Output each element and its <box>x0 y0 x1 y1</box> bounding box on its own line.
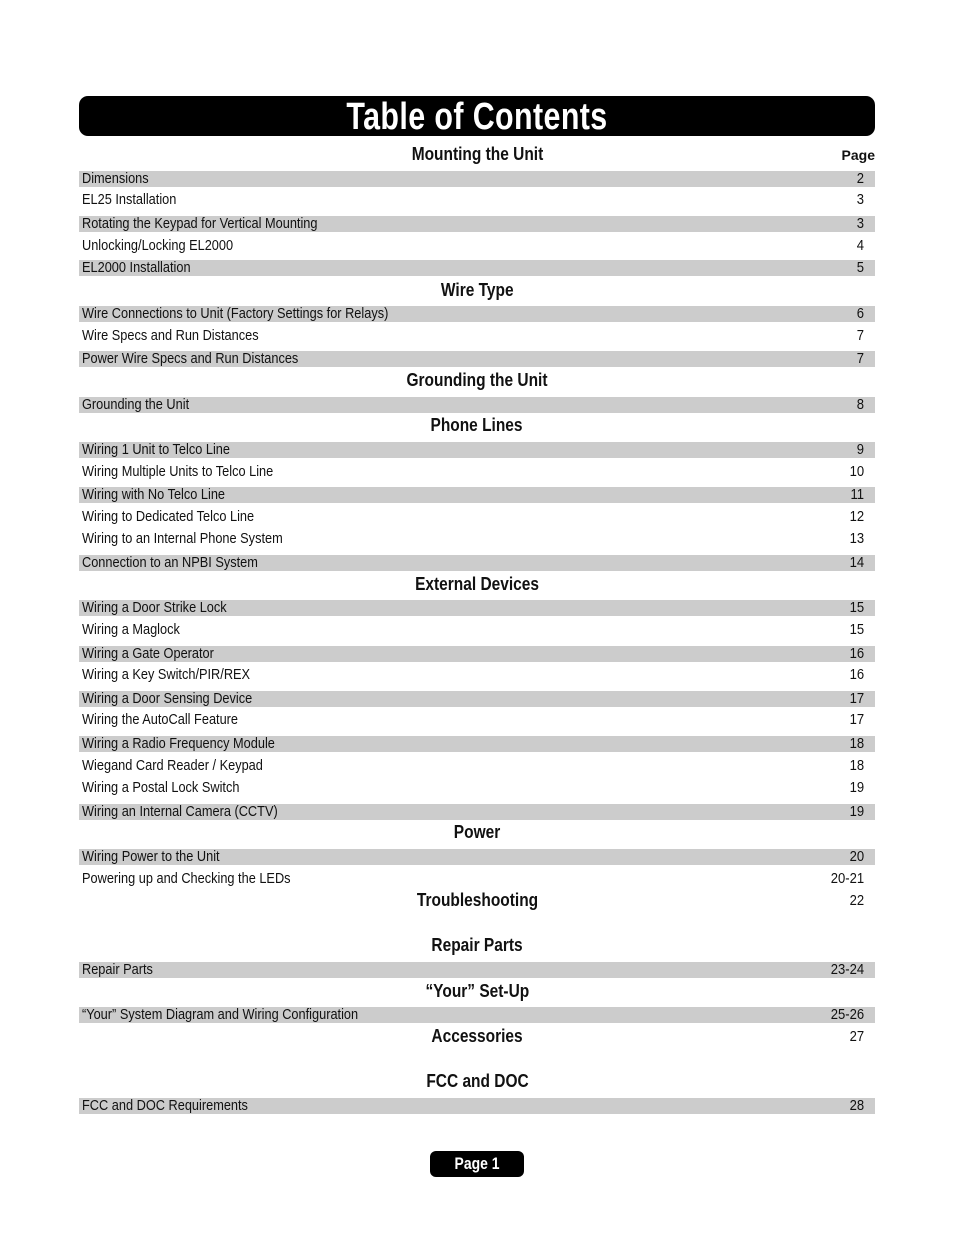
section-heading-phone-lines: Phone Lines <box>430 415 524 435</box>
section-heading-fcc: FCC and DOC <box>425 1071 529 1091</box>
toc-entry[interactable] <box>79 487 875 503</box>
toc-entry-label: Grounding the Unit <box>82 397 190 413</box>
toc-entry-label: “Your” System Diagram and Wiring Configuration <box>82 1007 359 1023</box>
toc-entry-page: 7 <box>856 328 864 344</box>
section-heading-mounting: Mounting the Unit <box>411 144 543 164</box>
toc-entry[interactable] <box>79 555 875 571</box>
toc-entry-label: FCC and DOC Requirements <box>82 1098 248 1114</box>
toc-entry-page: 14 <box>849 555 864 571</box>
toc-entry[interactable] <box>79 328 875 344</box>
toc-entry-page: 15 <box>849 622 864 638</box>
toc-entry-label: Wiring a Maglock <box>82 622 180 638</box>
toc-entry[interactable] <box>79 667 875 683</box>
toc-entry[interactable] <box>79 1098 875 1114</box>
toc-entry-label: Wiring a Gate Operator <box>82 646 214 662</box>
toc-entry-page: 23-24 <box>830 962 864 978</box>
toc-entry-page: 22 <box>849 893 864 909</box>
toc-entry-label: Powering up and Checking the LEDs <box>82 871 291 887</box>
section-heading-troubleshooting: Troubleshooting <box>416 890 538 910</box>
toc-entry-label: Dimensions <box>82 171 149 187</box>
toc-entry-label: Unlocking/Locking EL2000 <box>82 238 234 254</box>
toc-entry[interactable] <box>79 646 875 662</box>
toc-entry-page: 4 <box>856 238 864 254</box>
toc-entry-page: 17 <box>849 691 864 707</box>
toc-entry-page: 18 <box>849 758 864 774</box>
toc-entry-page: 12 <box>849 509 864 525</box>
toc-entry-label: Wiring to an Internal Phone System <box>82 531 283 547</box>
section-heading-external-devices: External Devices <box>415 574 539 594</box>
toc-entry-label: Wiring a Key Switch/PIR/REX <box>82 667 251 683</box>
toc-entry-page: 3 <box>856 192 864 208</box>
toc-entry-label: Wiring the AutoCall Feature <box>82 712 239 728</box>
toc-entry-label: EL25 Installation <box>82 192 177 208</box>
toc-entry[interactable] <box>79 780 875 796</box>
toc-entry-label: Wiring Power to the Unit <box>82 849 220 865</box>
toc-entry[interactable] <box>79 509 875 525</box>
toc-entry[interactable] <box>79 306 875 322</box>
toc-entry-page: 13 <box>849 531 864 547</box>
section-heading-wire-type: Wire Type <box>440 280 514 300</box>
toc-entry[interactable] <box>79 1007 875 1023</box>
toc-entry-label: Wiring a Door Strike Lock <box>82 600 227 616</box>
toc-entry[interactable] <box>79 758 875 774</box>
toc-entry-page: 6 <box>856 306 864 322</box>
toc-entry-label: EL2000 Installation <box>82 260 191 276</box>
toc-entry-label: Wiring an Internal Camera (CCTV) <box>82 804 278 820</box>
toc-entry-page: 2 <box>856 171 864 187</box>
toc-entry-label: Wiring a Door Sensing Device <box>82 691 253 707</box>
toc-entry[interactable] <box>79 216 875 232</box>
toc-entry-page: 10 <box>849 464 864 480</box>
section-heading-your-setup: “Your” Set-Up <box>425 981 529 1001</box>
toc-entry[interactable] <box>79 397 875 413</box>
toc-entry-page: 5 <box>856 260 864 276</box>
toc-entry-label: Rotating the Keypad for Vertical Mounting <box>82 216 318 232</box>
toc-entry-label: Wiegand Card Reader / Keypad <box>82 758 263 774</box>
toc-entry-page: 27 <box>849 1029 864 1045</box>
toc-entry[interactable] <box>79 260 875 276</box>
toc-entry[interactable] <box>79 464 875 480</box>
toc-entry[interactable] <box>79 691 875 707</box>
toc-entry-label: Connection to an NPBI System <box>82 555 258 571</box>
toc-entry-label: Wiring to Dedicated Telco Line <box>82 509 255 525</box>
toc-entry-page: 19 <box>849 780 864 796</box>
toc-entry-page: 16 <box>849 667 864 683</box>
toc-entry-label: Wiring with No Telco Line <box>82 487 226 503</box>
toc-entry[interactable] <box>79 849 875 865</box>
toc-entry-page: 7 <box>856 351 864 367</box>
toc-entry-page: 20 <box>849 849 864 865</box>
toc-entry[interactable] <box>79 622 875 638</box>
toc-entry-page: 18 <box>849 736 864 752</box>
toc-entry-page: 16 <box>849 646 864 662</box>
page-column-label: Page <box>841 147 875 163</box>
section-heading-repair-parts: Repair Parts <box>431 935 523 955</box>
toc-entry-label: Repair Parts <box>82 962 153 978</box>
section-heading-accessories: Accessories <box>431 1026 523 1046</box>
toc-entry[interactable] <box>79 712 875 728</box>
toc-entry[interactable] <box>79 871 875 887</box>
toc-entry-label: Wiring a Postal Lock Switch <box>82 780 240 796</box>
toc-entry[interactable] <box>79 442 875 458</box>
toc-entry-page: 11 <box>850 487 864 503</box>
toc-entry-page: 25-26 <box>830 1007 864 1023</box>
toc-entry-page: 15 <box>849 600 864 616</box>
toc-entry[interactable] <box>79 600 875 616</box>
section-heading-power: Power <box>453 822 501 842</box>
toc-entry-label: Wiring a Radio Frequency Module <box>82 736 275 752</box>
title-banner <box>79 96 875 136</box>
toc-entry-label: Wire Specs and Run Distances <box>82 328 259 344</box>
toc-entry-label: Wire Connections to Unit (Factory Settings for Relays) <box>82 306 389 322</box>
toc-entry-label: Wiring Multiple Units to Telco Line <box>82 464 274 480</box>
toc-entry[interactable] <box>79 804 875 820</box>
toc-entry[interactable] <box>79 351 875 367</box>
toc-entry-page: 19 <box>849 804 864 820</box>
toc-entry[interactable] <box>79 736 875 752</box>
page-title: Table of Contents <box>346 96 608 138</box>
toc-entry-label: Power Wire Specs and Run Distances <box>82 351 299 367</box>
toc-entry[interactable] <box>79 192 875 208</box>
toc-entry-page: 28 <box>849 1098 864 1114</box>
toc-entry[interactable] <box>79 531 875 547</box>
toc-entry-page: 8 <box>856 397 864 413</box>
page-number-badge <box>430 1151 524 1177</box>
toc-entry-page: 9 <box>856 442 864 458</box>
toc-entry[interactable] <box>79 962 875 978</box>
toc-entry-page: 17 <box>849 712 864 728</box>
toc-entry-page: 20-21 <box>830 871 864 887</box>
toc-entry-page: 3 <box>856 216 864 232</box>
page-number: Page 1 <box>454 1154 500 1173</box>
toc-entry[interactable] <box>79 171 875 187</box>
toc-entry-label: Wiring 1 Unit to Telco Line <box>82 442 231 458</box>
section-heading-grounding: Grounding the Unit <box>406 370 548 390</box>
toc-entry[interactable] <box>79 238 875 254</box>
